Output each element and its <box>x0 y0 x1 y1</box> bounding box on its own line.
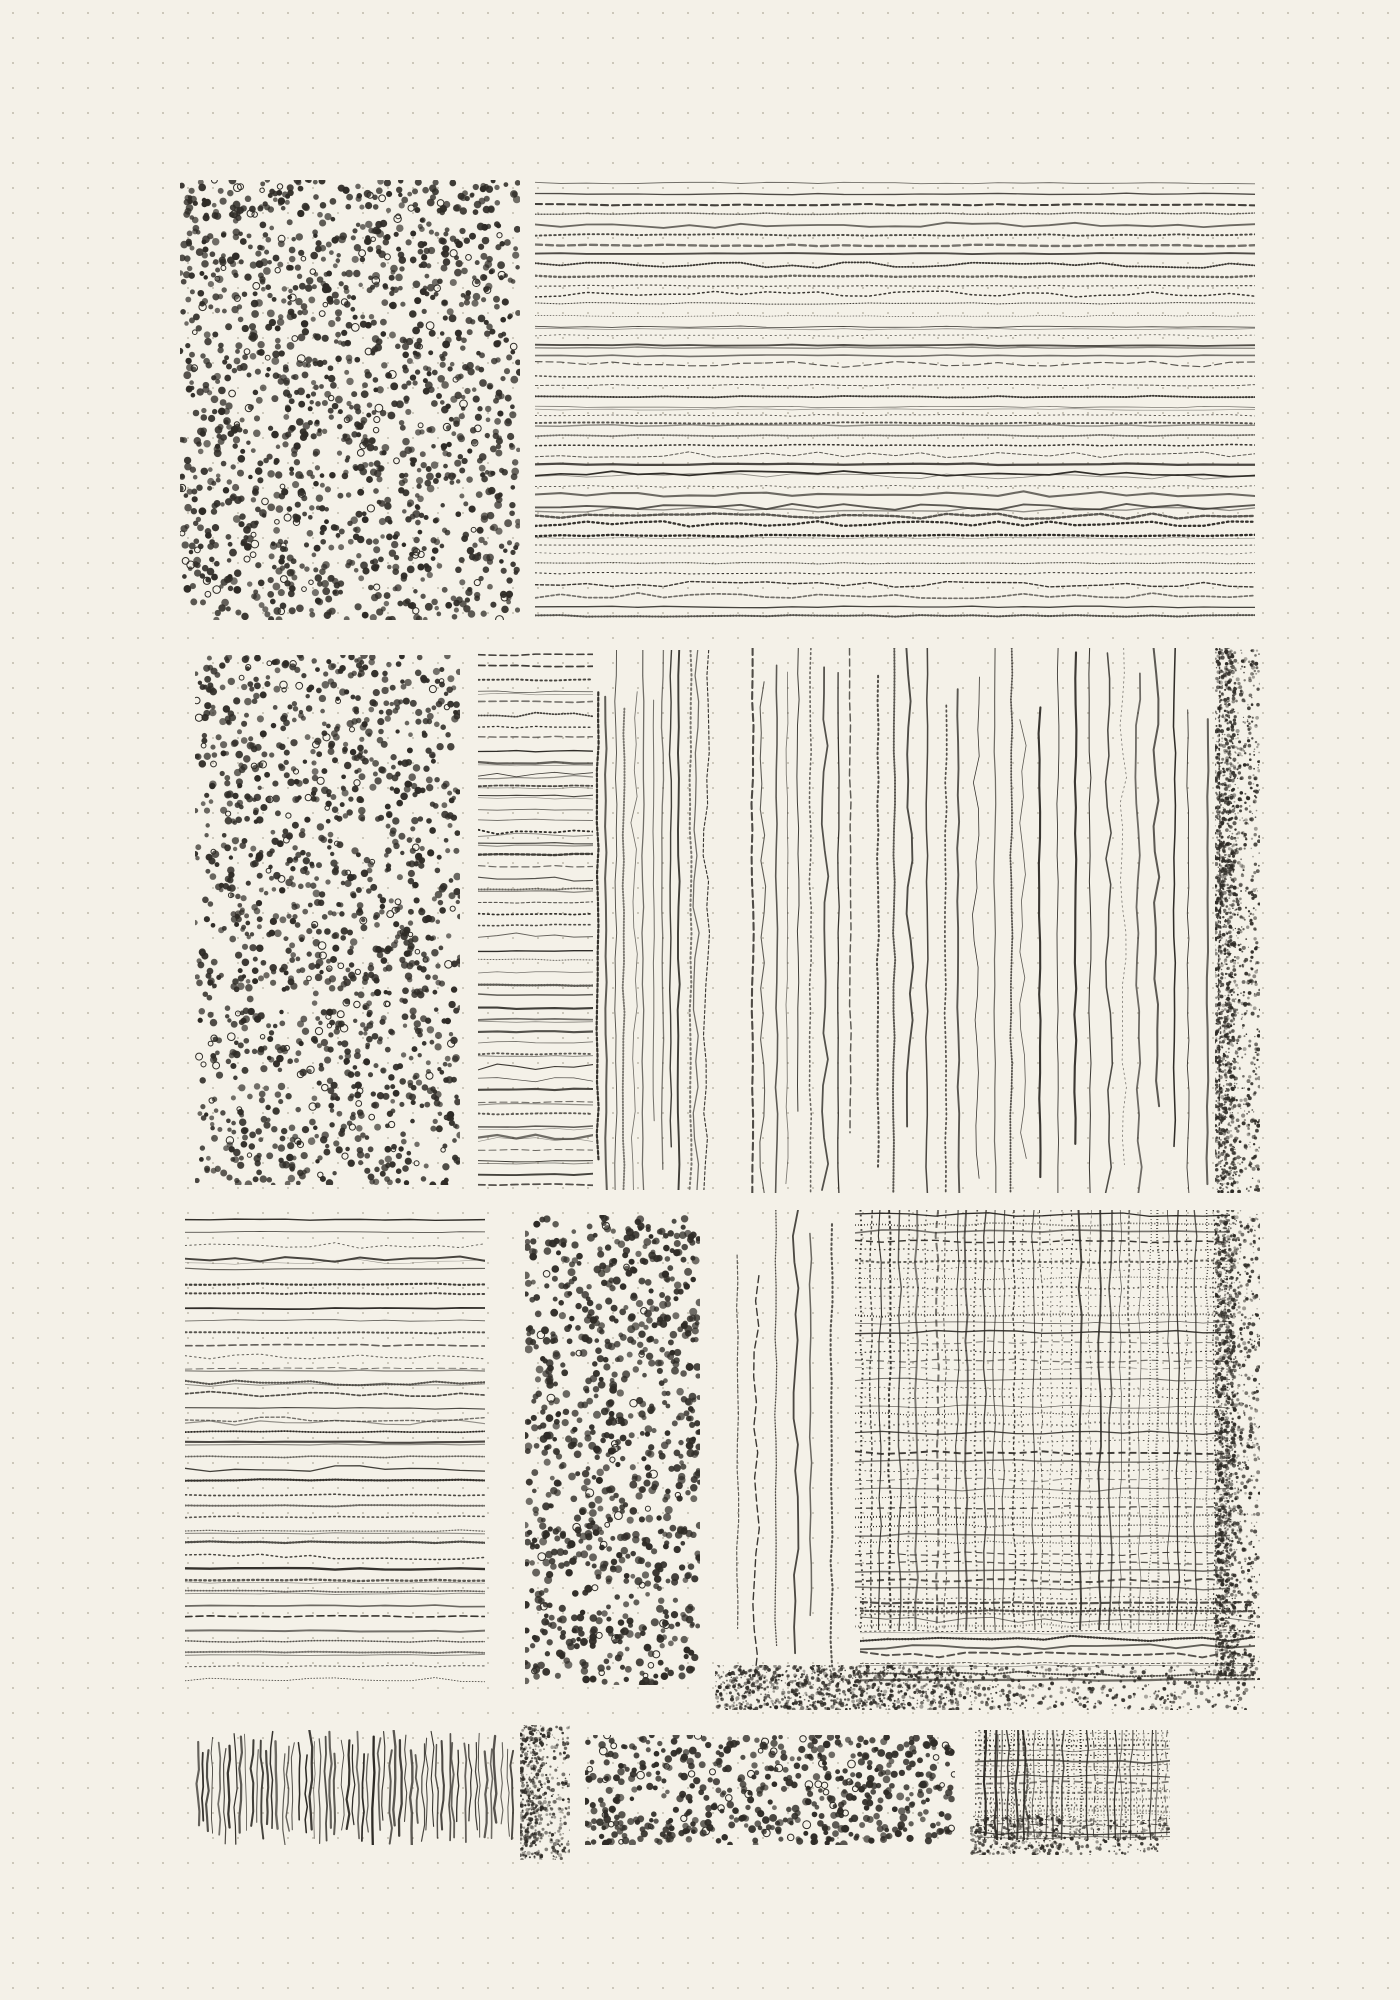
swatch-horizontal-lines-narrow <box>478 650 593 1190</box>
swatch-stipple-dense-square <box>180 180 520 620</box>
swatch-spray-edge-vertical <box>1215 648 1260 1193</box>
swatch-vertical-wave-lines-medium <box>745 648 855 1193</box>
swatch-spray-smudge-bottom-right <box>970 1815 1170 1855</box>
swatch-spray-patch-small <box>520 1725 570 1860</box>
swatch-vertical-long-strokes <box>870 648 1230 1193</box>
swatch-vertical-wave-lines-tight <box>592 650 712 1190</box>
swatch-spray-band-horizontal <box>715 1665 1255 1710</box>
swatch-vertical-hatch-short <box>195 1730 515 1845</box>
swatch-horizontal-lines-block-lower <box>185 1215 485 1685</box>
swatch-stipple-band-bottom <box>585 1735 955 1845</box>
swatch-horizontal-line-block-large <box>535 180 1255 620</box>
swatch-vertical-sparse-strokes <box>730 1210 840 1680</box>
swatch-stipple-column-tall <box>195 655 460 1185</box>
swatch-cross-hatch-grid <box>855 1210 1230 1630</box>
swatch-stipple-column-lower <box>525 1215 700 1685</box>
